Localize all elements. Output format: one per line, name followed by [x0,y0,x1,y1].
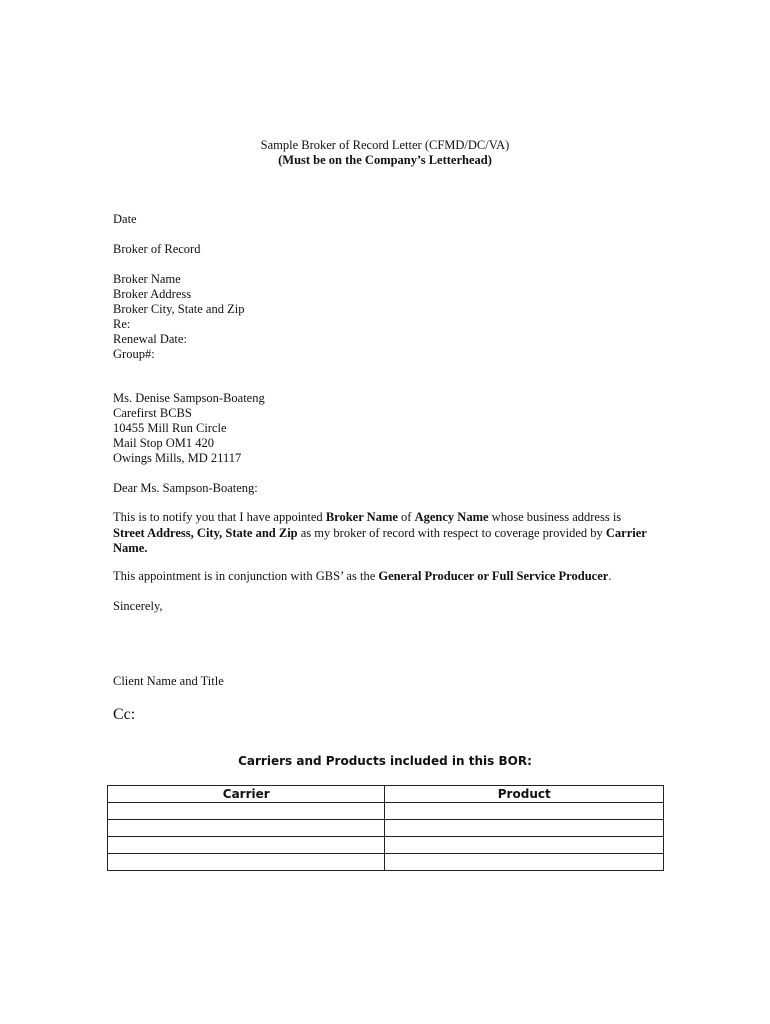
table-row [108,837,664,854]
paragraph-conjunction [113,569,658,585]
table-header-row [108,786,664,803]
table-row [108,803,664,820]
letter-title: Sample Broker of Record Letter (CFMD/DC/VA) [260,138,510,152]
letter-header [0,138,770,168]
recipient-company: Carefirst BCBS [113,406,192,420]
recipient-street: 10455 Mill Run Circle [113,421,227,435]
broker-name-field: Broker Name [113,272,181,286]
table-title: Carriers and Products included in this BOR: [238,754,532,768]
table-row [108,854,664,871]
broker-city-field: Broker City, State and Zip [113,302,245,316]
carrier-cell [108,803,385,820]
recipient-name: Ms. Denise Sampson-Boateng [113,391,265,405]
p1-text-3: whose business address is [488,510,622,524]
paragraph-appointment [113,510,658,557]
p2-text-2: . [608,569,612,583]
signature-line: Client Name and Title [113,674,224,688]
recipient-city: Owings Mills, MD 21117 [113,451,242,465]
p1-agency-name: Agency Name [414,510,489,524]
product-column-header: Product [385,786,664,803]
product-cell [385,837,664,854]
broker-of-record-label: Broker of Record [113,242,201,256]
carrier-cell [108,854,385,871]
salutation: Dear Ms. Sampson-Boateng: [113,481,258,495]
p1-text-2: of [397,510,415,524]
p1-carrier-name: Carrier Name. [113,525,647,555]
p1-street-address: Street Address, City, State and Zip [113,525,298,540]
carriers-products-table [107,785,664,871]
p1-broker-name: Broker Name [325,510,398,524]
table-row [108,820,664,837]
product-cell [385,803,664,820]
closing: Sincerely, [113,599,163,613]
carrier-cell [108,837,385,854]
date-field: Date [113,212,137,226]
recipient-mail-stop: Mail Stop OM1 420 [113,436,215,450]
carrier-cell [108,820,385,837]
renewal-date-field: Renewal Date: [113,332,187,346]
broker-address-field: Broker Address [113,287,192,301]
product-cell [385,820,664,837]
re-field: Re: [113,317,131,331]
p2-text-1: This appointment is in conjunction with GBS’ as the [113,569,379,583]
p1-text-1: This is to notify you that I have appointed [113,510,326,524]
product-cell [385,854,664,871]
p2-producer: General Producer or Full Service Producer [378,569,609,583]
carrier-column-header: Carrier [108,786,385,803]
group-field: Group#: [113,347,155,361]
letter-subtitle: (Must be on the Company’s Letterhead) [278,153,492,167]
p1-text-4: as my broker of record with respect to coverage provided by [297,525,606,540]
cc-label: Cc: [113,706,136,723]
